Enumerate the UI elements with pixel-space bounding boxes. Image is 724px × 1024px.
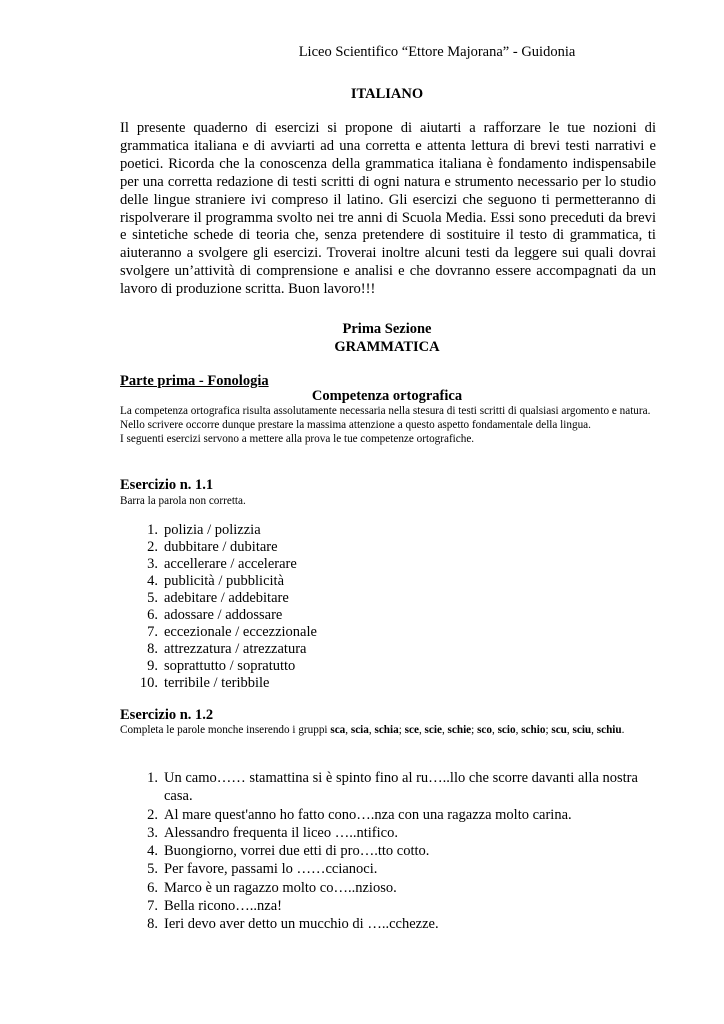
exercise-1-list	[140, 522, 317, 692]
list-item-text: Bella ricono…..nza!	[164, 898, 282, 915]
list-item	[140, 522, 317, 539]
letter-group: scio	[497, 724, 516, 736]
letter-group: sciu	[572, 724, 592, 736]
section-subtitle: GRAMMATICA	[334, 339, 440, 355]
exercise-2-title: Esercizio n. 1.2	[120, 707, 214, 723]
list-item	[140, 879, 660, 897]
letter-group: schia	[374, 724, 399, 736]
subject-title: ITALIANO	[350, 86, 424, 102]
letter-group: schio	[521, 724, 546, 736]
instruction-text: .	[621, 724, 625, 736]
list-item-number: 2.	[147, 806, 158, 823]
instruction-text: ,	[368, 724, 375, 736]
instruction-text: ,	[418, 724, 425, 736]
list-item-text: dubbitare / dubitare	[164, 539, 278, 555]
list-item-number: 6.	[147, 607, 158, 623]
letter-group: scie	[424, 724, 442, 736]
list-item-text: adossare / addossare	[164, 607, 283, 623]
list-item-number: 3.	[147, 824, 158, 841]
list-item-text: Per favore, passami lo ……ccianoci.	[164, 861, 378, 878]
list-item-number: 1.	[147, 522, 158, 538]
list-item	[140, 897, 660, 915]
letter-group: sca	[330, 724, 346, 736]
list-item-number: 10.	[139, 675, 158, 691]
list-item-text: accellerare / accelerare	[164, 556, 297, 572]
list-item-number: 3.	[147, 556, 158, 572]
exercise-2-list	[140, 769, 660, 934]
list-item-text: adebitare / addebitare	[164, 590, 289, 606]
letter-group: scia	[350, 724, 369, 736]
list-item-text: attrezzatura / atrezzatura	[164, 641, 307, 657]
instruction-text: ,	[566, 724, 573, 736]
letter-group: sco	[477, 724, 492, 736]
list-item-text: Alessandro frequenta il liceo …..ntifico.	[164, 824, 398, 841]
instruction-text: ;	[471, 724, 478, 736]
list-item	[140, 675, 317, 692]
list-item	[140, 769, 660, 806]
list-item-number: 1.	[147, 770, 158, 786]
letter-group: sce	[404, 724, 419, 736]
exercise-1-instruction: Barra la parola non corretta.	[120, 495, 246, 507]
instruction-text: ,	[491, 724, 498, 736]
list-item-text: eccezionale / eccezzionale	[164, 624, 317, 640]
exercise-1-title: Esercizio n. 1.1	[120, 477, 214, 493]
list-item	[140, 607, 317, 624]
list-item-number: 5.	[147, 861, 158, 878]
competence-note-text: I seguenti esercizi servono a mettere alla prova le tue competenze ortografiche.	[120, 433, 475, 445]
instruction-text: ,	[345, 724, 351, 736]
list-item	[140, 539, 317, 556]
letter-group: schie	[447, 724, 472, 736]
list-item-text: Buongiorno, vorrei due etti di pro….tto cotto.	[164, 843, 430, 860]
list-item-text: polizia / polizzia	[164, 522, 261, 538]
list-item-number: 4.	[147, 573, 158, 589]
list-item-number: 2.	[147, 539, 158, 555]
list-item-text: Al mare quest'anno ho fatto cono….nza con una ragazza molto carina.	[164, 806, 572, 823]
letter-group: scu	[551, 724, 567, 736]
list-item-number: 8.	[147, 641, 158, 657]
list-item	[140, 915, 660, 933]
instruction-text: Completa le parole monche inserendo i gruppi	[120, 724, 331, 736]
list-item	[140, 860, 660, 878]
part-heading: Parte prima - Fonologia	[120, 373, 269, 389]
list-item-number: 8.	[147, 916, 158, 933]
list-item-number: 6.	[147, 879, 158, 896]
list-item	[140, 573, 317, 590]
instruction-text: ;	[398, 724, 405, 736]
list-item-number: 7.	[147, 624, 158, 640]
intro-paragraph: Il presente quaderno di esercizi si propone di aiutarti a rafforzare le tue nozioni di grammatica italiana e di avviarti ad una corretta e attenta lettura di brevi testi narrativi e poetici. Ricorda che la conoscenza della grammatica italiana è fondamento indispensabile per una corretta redazione di testi scritti di ogni natura e strumento necessario per lo studio delle lingue straniere ivi compreso il latino. Gli esercizi che seguono ti permetteranno di rispolverare il programma svolto nei tre anni di Scuola Media. Essi sono preceduti da brevi e sintetiche schede di teoria che, senza pretendere di sostituire il testo di grammatica, ti aiuteranno a svolgere gli esercizi. Troverai inoltre alcuni testi da leggere sui quali dovrai svolgere un’attività di comprensione e analisi e che dovranno essere accompagnati da un lavoro di produzione scritta. Buon lavoro!!!	[120, 120, 656, 298]
list-item-text: terribile / teribbile	[164, 675, 270, 691]
list-item	[140, 824, 660, 842]
list-item-number: 4.	[147, 843, 158, 860]
exercise-2-instruction	[120, 723, 656, 737]
list-item	[140, 556, 317, 573]
instruction-text: ,	[441, 724, 448, 736]
list-item	[140, 658, 317, 675]
instruction-text: ,	[591, 724, 597, 736]
list-item	[140, 590, 317, 607]
letter-group: schiu	[596, 724, 622, 736]
list-item	[140, 806, 660, 824]
list-item-text: publicità / pubblicità	[164, 573, 285, 589]
competence-desc-text: La competenza ortografica risulta assolutamente necessaria nella stesura di testi scritti di qualsiasi argomento e natura. Nello scrivere occorre dunque prestare la massima attenzione a questo aspetto fondamentale della lingua.	[120, 405, 651, 431]
list-item-text: Marco è un ragazzo molto co…..nzioso.	[164, 879, 397, 896]
list-item	[140, 624, 317, 641]
instruction-text: ,	[515, 724, 522, 736]
list-item	[140, 842, 660, 860]
list-item	[140, 641, 317, 658]
list-item-number: 5.	[147, 590, 158, 606]
list-item-text: Un camo…… stamattina si è spinto fino al ru…..llo che scorre davanti alla nostra casa.	[164, 770, 638, 805]
competence-title: Competenza ortografica	[311, 388, 463, 404]
section-title: Prima Sezione	[342, 321, 432, 337]
list-item-number: 7.	[147, 898, 158, 915]
list-item-text: soprattutto / sopratutto	[164, 658, 296, 674]
list-item-number: 9.	[147, 658, 158, 674]
list-item-text: Ieri devo aver detto un mucchio di …..cchezze.	[164, 916, 439, 933]
school-header: Liceo Scientifico “Ettore Majorana” - Guidonia	[298, 44, 576, 60]
competence-description	[120, 404, 656, 446]
instruction-text: ;	[545, 724, 552, 736]
